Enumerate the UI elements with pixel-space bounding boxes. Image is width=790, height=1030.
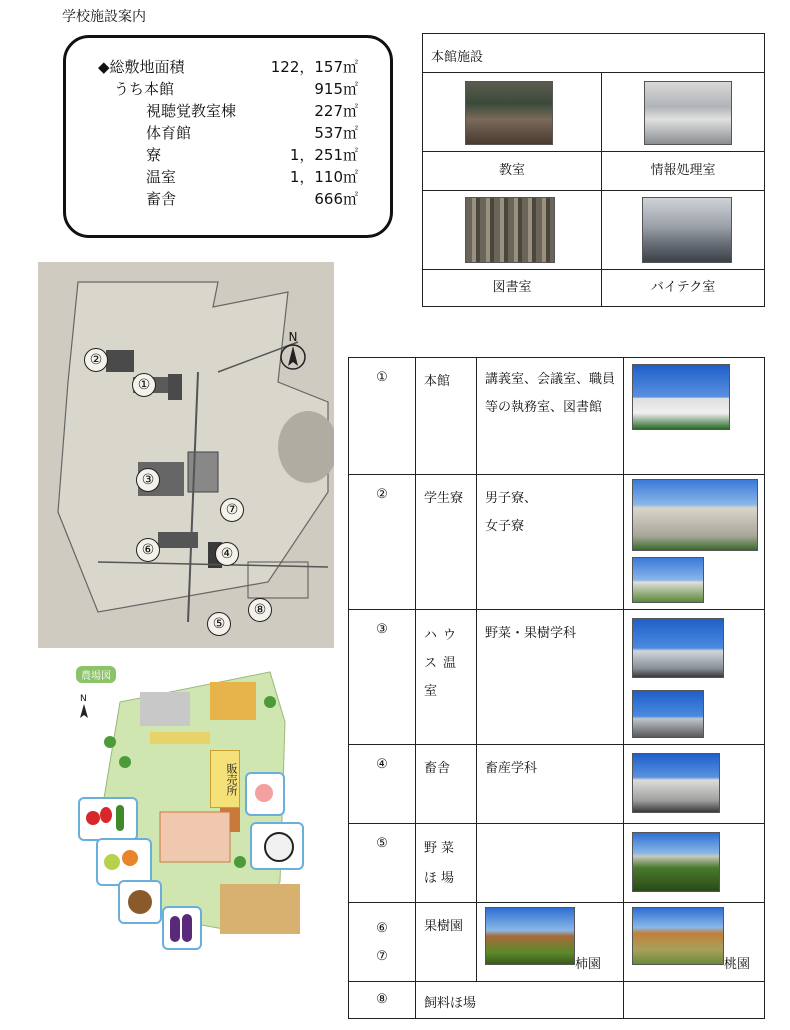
facility-description [476,474,624,610]
facility-name: 本館 [415,357,477,475]
map-marker: ④ [215,542,239,566]
photo-cell [422,190,602,270]
photo-cell [601,72,765,152]
photo-cell [623,474,765,610]
facility-number: ⑧ [348,981,416,1019]
map-marker: ③ [136,468,160,492]
computer-room-photo [644,81,732,145]
photo-caption: 桃園 [724,957,751,972]
campus-map [38,262,334,648]
map-marker: ⑧ [248,598,272,622]
map-marker: ⑥ [136,538,160,562]
farm-map-title: 農場図 [76,666,116,683]
main-building-photo [632,364,730,430]
compass-icon [76,704,92,720]
peach-orchard-photo [632,907,724,965]
area-row-label: 温室 [146,168,177,186]
photo-cell [623,823,765,903]
facility-number: ⑤ [348,823,416,903]
farm-north-label: N [80,694,87,704]
empty-cell [623,981,765,1019]
area-row-label: 体育館 [146,124,192,142]
total-area-label: ◆総敷地面積 [98,58,185,76]
facility-name: 果樹園 [415,902,477,982]
facility-description [476,823,624,903]
facility-description: 野菜・果樹学科 [476,609,624,745]
facility-name: ハウス温室 [415,609,477,745]
shop-label: 販売所 [210,750,240,808]
map-marker: ② [84,348,108,372]
area-row-value: 1，251㎡ [289,146,358,164]
area-row-value: 537㎡ [314,124,358,142]
barn-photo [632,753,720,813]
north-label: N [288,330,298,344]
classroom-photo [465,81,553,145]
area-summary-box [63,35,393,238]
cattle-bubble [118,880,162,924]
map-marker: ① [132,373,156,397]
facility-number: ① [348,357,416,475]
photo-cell [476,902,624,982]
room-label: バイテク室 [601,269,765,307]
room-label: 情報処理室 [601,151,765,191]
facility-name: 畜舎 [415,744,477,824]
area-row-value: 666㎡ [314,190,358,208]
facility-description: 畜産学科 [476,744,624,824]
vegetables-bubble [78,797,138,841]
farm-map [70,662,310,947]
photo-cell [601,190,765,270]
page-title: 学校施設案内 [62,9,146,25]
photo-cell [623,357,765,475]
facility-number: ③ [348,609,416,745]
campus-map-drawing [38,262,334,648]
area-row-label: 畜舎 [146,190,177,208]
facility-number: ⑦ [376,949,388,964]
area-row-label: 視聴覚教室棟 [146,102,237,120]
facility-name: 飼料ほ場 [415,981,624,1019]
photo-caption: 柿園 [575,957,602,972]
description-line: 男子寮、 [485,491,538,506]
facility-description: 講義室、会議室、職員等の執務室、図書館 [476,357,624,475]
greenhouse-photo [632,618,724,678]
area-row-label: うち本館 [114,80,175,98]
room-label: 教室 [422,151,602,191]
fruit-bubble [96,838,152,886]
area-row-label: 寮 [146,146,162,164]
map-marker: ⑤ [207,612,231,636]
compass-icon [278,342,308,372]
biotech-room-photo [642,197,732,263]
persimmon-orchard-photo [485,907,575,965]
peach-bubble [245,772,285,816]
facility-number: ④ [348,744,416,824]
photo-cell [623,744,765,824]
greenhouse-photo [632,690,704,738]
description-line: 女子寮 [485,519,525,534]
facility-name: 野菜ほ場 [415,823,477,903]
eggplant-bubble [162,906,202,950]
library-photo [465,197,555,263]
facility-number: ⑥ [376,921,388,936]
area-row-value: 227㎡ [314,102,358,120]
vegetable-field-photo [632,832,720,892]
honkan-header: 本館施設 [422,33,765,73]
area-row-value: 1，110㎡ [289,168,358,186]
photo-cell [623,609,765,745]
dormitory-photo [632,557,704,603]
map-marker: ⑦ [220,498,244,522]
room-label: 図書室 [422,269,602,307]
facility-number-cell [348,902,416,982]
photo-cell [623,902,765,982]
photo-cell [422,72,602,152]
facility-name: 学生寮 [415,474,477,610]
dairy-cow-bubble [250,822,304,870]
total-area-value: 122，157㎡ [270,58,358,76]
dormitory-photo [632,479,758,551]
area-row-value: 915㎡ [314,80,358,98]
facility-number: ② [348,474,416,610]
